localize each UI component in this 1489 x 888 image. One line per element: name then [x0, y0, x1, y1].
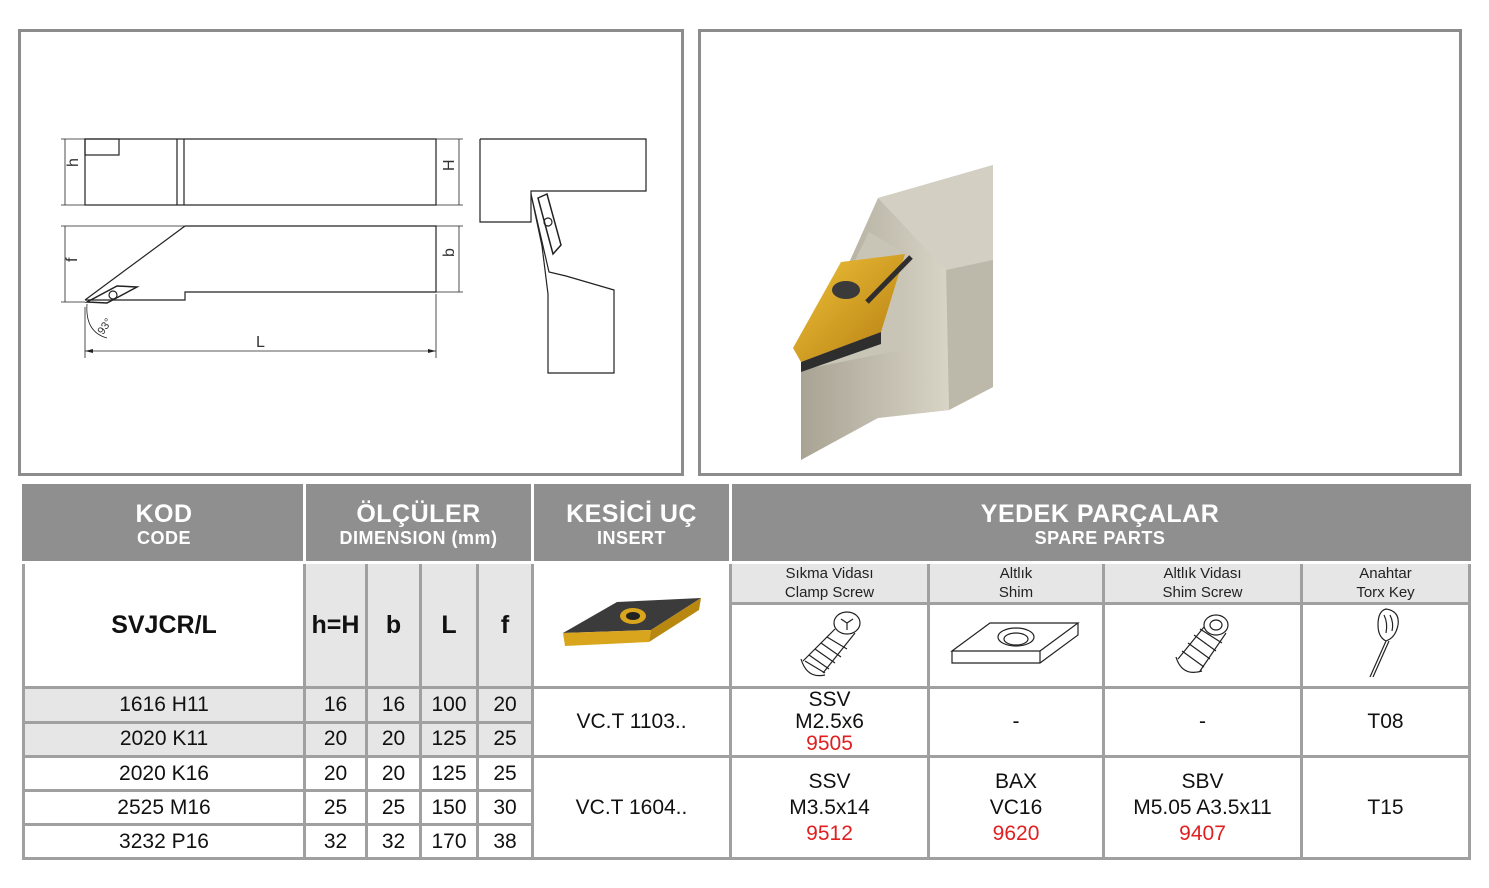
row-L: 100	[421, 688, 478, 723]
spare-col-clamp-screw-tr: Sıkma Vidası	[785, 565, 874, 582]
header-dimension-main: ÖLÇÜLER	[356, 500, 481, 528]
holder-top-view	[85, 226, 436, 300]
row-f: 25	[478, 757, 533, 791]
header-spare-parts	[731, 486, 1470, 563]
row-b: 32	[367, 825, 421, 859]
clamp-screw-part	[731, 688, 929, 757]
technical-drawing	[21, 32, 681, 473]
insert-icon	[557, 588, 707, 658]
spec-table	[22, 484, 1471, 860]
header-dimension	[305, 486, 533, 563]
header-spare-main: YEDEK PARÇALAR	[980, 500, 1220, 528]
part-name: SSV	[808, 769, 851, 793]
part-name: SSV	[808, 688, 851, 711]
row-h: 20	[305, 757, 367, 791]
spare-col-clamp-screw	[731, 563, 929, 604]
spare-col-shim	[929, 563, 1104, 604]
dim-col-f: f	[478, 563, 533, 688]
part-code: 9505	[806, 732, 853, 755]
shim-icon	[946, 613, 1086, 673]
row-h: 20	[305, 722, 367, 757]
insert-image-cell	[533, 563, 731, 688]
insert-code: VC.T 1103..	[533, 688, 731, 757]
spare-col-shim-screw-tr: Altlık Vidası	[1163, 565, 1242, 582]
clamp-screw-icon	[785, 605, 875, 681]
row-h: 32	[305, 825, 367, 859]
part-code: 9620	[992, 821, 1040, 845]
spare-col-shim-screw-en: Shim Screw	[1162, 584, 1243, 601]
row-b: 16	[367, 688, 421, 723]
part-name: SBV	[1181, 769, 1224, 793]
header-dimension-sub: DIMENSION (mm)	[339, 528, 498, 548]
shim-part	[929, 757, 1104, 859]
dim-label-b: b	[441, 248, 458, 257]
row-L: 150	[421, 791, 478, 825]
row-f: 20	[478, 688, 533, 723]
part-name: BAX	[995, 769, 1038, 793]
row-code: 1616 H11	[24, 688, 305, 723]
dim-col-L: L	[421, 563, 478, 688]
shim-part: -	[929, 688, 1104, 757]
dim-col-b: b	[367, 563, 421, 688]
part-code: 9512	[806, 821, 853, 845]
row-L: 170	[421, 825, 478, 859]
row-b: 20	[367, 757, 421, 791]
insert-code: VC.T 1604..	[533, 757, 731, 859]
spare-col-shim-tr: Altlık	[999, 565, 1033, 582]
header-insert	[533, 486, 731, 563]
row-b: 20	[367, 722, 421, 757]
torx-key-icon-cell	[1302, 604, 1470, 688]
product-code: SVJCR/L	[24, 563, 305, 688]
shim-screw-icon	[1158, 605, 1248, 681]
part-code: 9407	[1179, 821, 1226, 845]
part-size: M2.5x6	[795, 710, 864, 733]
row-code: 2020 K16	[24, 757, 305, 791]
tool-holder-image	[701, 32, 1459, 473]
dim-col-h: h=H	[305, 563, 367, 688]
product-photo-panel	[698, 29, 1462, 476]
dim-label-L: L	[256, 334, 265, 351]
row-f: 25	[478, 722, 533, 757]
row-L: 125	[421, 722, 478, 757]
part-size: VC16	[989, 795, 1043, 819]
shim-icon-cell	[929, 604, 1104, 688]
spare-col-key-tr: Anahtar	[1359, 565, 1412, 582]
dim-label-h: h	[65, 158, 82, 167]
header-spare-sub: SPARE PARTS	[1034, 528, 1166, 548]
header-insert-sub: INSERT	[597, 528, 667, 548]
row-f: 38	[478, 825, 533, 859]
row-b: 25	[367, 791, 421, 825]
holder-side-view	[85, 139, 436, 205]
row-L: 125	[421, 757, 478, 791]
spare-col-clamp-screw-en: Clamp Screw	[784, 584, 875, 601]
clamp-screw-icon-cell	[731, 604, 929, 688]
dim-label-f: f	[64, 257, 81, 262]
spare-col-shim-en: Shim	[998, 584, 1034, 601]
row-f: 30	[478, 791, 533, 825]
technical-drawing-panel	[18, 29, 684, 476]
row-code: 2525 M16	[24, 791, 305, 825]
holder-end-view	[480, 139, 646, 222]
row-h: 16	[305, 688, 367, 723]
shim-screw-part	[1104, 757, 1302, 859]
spare-col-key	[1302, 563, 1470, 604]
row-code: 2020 K11	[24, 722, 305, 757]
header-code-main: KOD	[135, 500, 193, 528]
key-part: T15	[1302, 757, 1470, 859]
dim-label-H: H	[441, 159, 458, 171]
part-size: M5.05 A3.5x11	[1133, 795, 1272, 819]
clamp-screw-part	[731, 757, 929, 859]
spare-col-shim-screw	[1104, 563, 1302, 604]
insert-seat-side	[85, 139, 119, 155]
shim-screw-part: -	[1104, 688, 1302, 757]
angle-label: 93°	[95, 316, 115, 337]
key-part: T08	[1302, 688, 1470, 757]
torx-key-icon	[1356, 605, 1416, 681]
shim-screw-icon-cell	[1104, 604, 1302, 688]
row-h: 25	[305, 791, 367, 825]
header-insert-main: KESİCİ UÇ	[566, 500, 697, 528]
header-code	[24, 486, 305, 563]
spare-col-key-en: Torx Key	[1356, 584, 1415, 601]
part-size: M3.5x14	[789, 795, 870, 819]
row-code: 3232 P16	[24, 825, 305, 859]
header-code-sub: CODE	[136, 528, 191, 548]
